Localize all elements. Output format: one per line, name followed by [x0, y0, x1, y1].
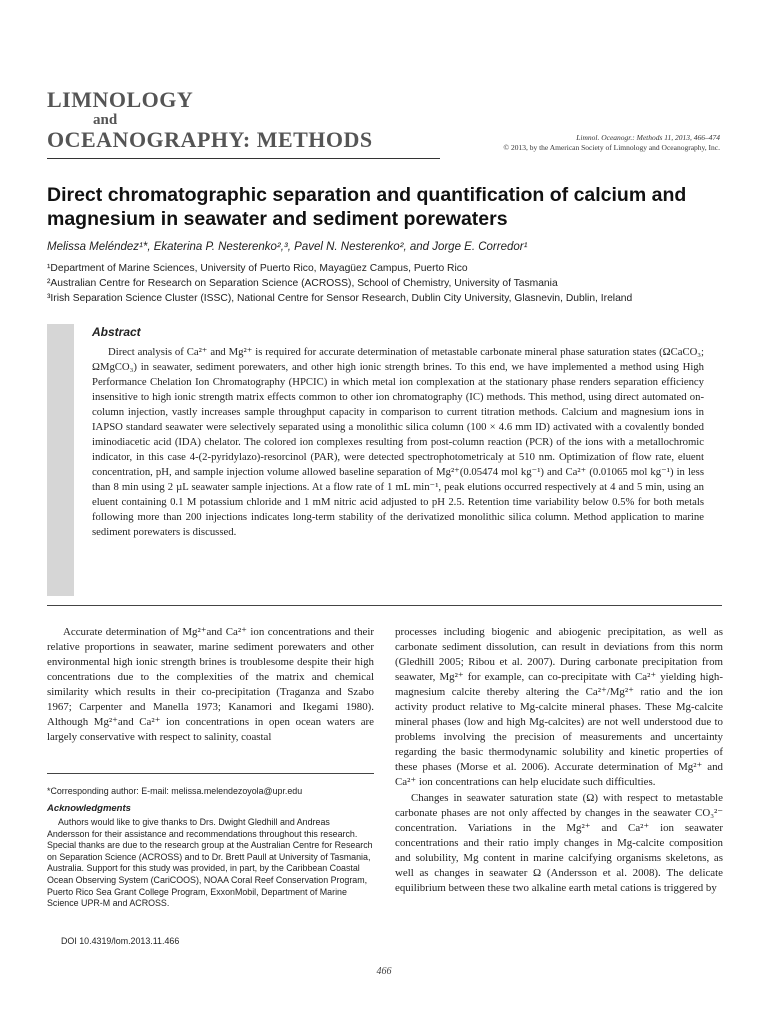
citation-block — [503, 133, 720, 152]
abstract-sidebar — [47, 324, 74, 596]
citation-line1: Limnol. Oceanogr.: Methods 11, 2013, 466–474 — [576, 133, 720, 142]
body-left-column: Accurate determination of Mg²⁺and Ca²⁺ ion concentrations and their relative proportions in seawater, marine sediment porewaters and other environmental high ionic strength brines is troublesome despite their high concentrations due to the complexities of the matrix and chemical similarity which results in their co-precipitation (Traganza and Szabo 1967; Carpenter and Manella 1973; Kanamori and Ikegami 1980). Although Mg²⁺and Ca²⁺ ion concentrations in open ocean waters are largely conservative with respect to salinity, coastal — [47, 626, 374, 744]
footnote-rule — [47, 773, 374, 774]
acknowledgments-heading: Acknowledgments — [47, 803, 131, 814]
acknowledgments-text: Authors would like to give thanks to Drs. Dwight Gledhill and Andreas Andersson for their assistance and recommendations throughout this research. Special thanks are due to the research group at the Australian Centre for Research on Separation Science (ACROSS) and to Dr. Brett Paull at University of Tasmania, Australia. Support for this study was provided, in part, by the Caribbean Coastal Ocean Observing System (CariCOOS), NOAA Coral Reef Conservation Program, Puerto Rico Sea Grant College Program, ExxonMobil, Department of Marine Science UPR-M and ACROSS. — [47, 817, 373, 909]
affiliation-3: ³Irish Separation Science Cluster (ISSC), National Centre for Sensor Research, Dublin City University, Glasnevin, Dublin, Ireland — [47, 293, 633, 304]
page-number: 466 — [376, 966, 392, 977]
abstract-rule — [47, 605, 722, 606]
doi: DOI 10.4319/lom.2013.11.466 — [61, 936, 180, 946]
body-right-column — [395, 625, 723, 896]
body-paragraph: processes including biogenic and abiogenic precipitation, as well as carbonate sediment dissolution, can result in deviations from this norm (Gledhill 2005; Ribou et al. 2007). During carbonate precipitation from seawater, Mg²⁺ for example, can co-precipitate with Ca²⁺ yielding high-magnesium calcite thereby altering the Ca²⁺/Mg²⁺ ratio and the ion activity product relative to Mg-calcite mineral phases. These Mg-calcite mineral phases (low and high Mg-calcites) are not well understood due to problems involving the precision of measurements and uncertainty regarding the basic thermodynamic solubility and kinetic properties of these phases (Morse et al. 2006). Accurate determination of Mg²⁺ and Ca²⁺ ion concentrations can help elucidate such difficulties. — [395, 626, 723, 789]
corresponding-author: *Corresponding author: E-mail: melissa.melendezoyola@upr.edu — [47, 786, 303, 796]
journal-name-line3: OCEANOGRAPHY: METHODS — [47, 127, 373, 152]
journal-masthead — [47, 88, 373, 152]
citation-line2: © 2013, by the American Society of Limnology and Oceanography, Inc. — [503, 142, 720, 152]
affiliation-list — [47, 261, 632, 306]
journal-name-line1: LIMNOLOGY — [47, 87, 194, 112]
journal-name-line2: and — [93, 112, 118, 128]
abstract-heading: Abstract — [92, 325, 141, 339]
author-list: Melissa Meléndez¹*, Ekaterina P. Nesterenko²,³, Pavel N. Nesterenko², and Jorge E. Corredor¹ — [47, 241, 528, 253]
affiliation-1: ¹Department of Marine Sciences, University of Puerto Rico, Mayagüez Campus, Puerto Rico — [47, 263, 468, 274]
affiliation-2: ²Australian Centre for Research on Separation Science (ACROSS), School of Chemistry, University of Tasmania — [47, 278, 558, 289]
masthead-rule — [47, 158, 440, 159]
abstract-text: Direct analysis of Ca²⁺ and Mg²⁺ is required for accurate determination of metastable carbonate mineral phase saturation states (ΩCaCO₃; ΩMgCO₃) in seawater, sediment porewaters, and other high ionic strength brines. To this end, we have implemented a method using High Performance Chelation Ion Chromatography (HPCIC) in which metal ion complexation at the stationary phase renders separation efficiency insensitive to high ionic strength matrix effects common to other ion chromatography (IC) methods. This method, using direct automated on-column injection, vastly increases sample throughput capacity in comparison to current titration methods. Calcium and magnesium ions in IAPSO standard seawater were selectively separated using a monolithic silica column (100 × 4.6 mm ID) activated with a covalently bonded iminodiacetic acid (IDA) chelator. The colored ion complexes resulting from post-column reaction (PCR) of the ions with a metallochromic indicator, in this case 4-(2-pyridylazo)-resorcinol (PAR), were detected spectrophotometricaly at 510 nm. Optimization of flow rate, eluent concentration, pH, and sample injection volume allowed baseline separation of Mg²⁺(0.05474 mol kg⁻¹) and Ca²⁺ (0.01065 mol kg⁻¹) in less than 8 min using 2 µL seawater sample injections. At a flow rate of 1 mL min⁻¹, peak elutions occurred respectively at 4 and 5 min, using an eluent containing 0.1 M potassium chloride and 1 mM nitric acid adjusted to pH 2.5. Retention time variability below 0.5% for both metals following more than 200 injections indicates long-term stability of the derivatized monolithic silica column. Method application to marine sediment porewaters is discussed. — [92, 346, 704, 538]
article-title: Direct chromatographic separation and quantification of calcium and magnesium in seawater and sediment porewaters — [47, 184, 687, 230]
body-paragraph: Changes in seawater saturation state (Ω) with respect to metastable carbonate phases are not only affected by changes in the seawater CO₃²⁻ concentration. Variations in the Mg²⁺ and Ca²⁺ ion seawater concentrations and their ratio imply changes in Mg-calcite composition and solubility, Mg content in marine calcifying organisms skeletons, as well as changes in seawater Ω (Andersson et al. 2008). The delicate equilibrium between these two alkaline earth metal cations is triggered by — [395, 791, 723, 894]
